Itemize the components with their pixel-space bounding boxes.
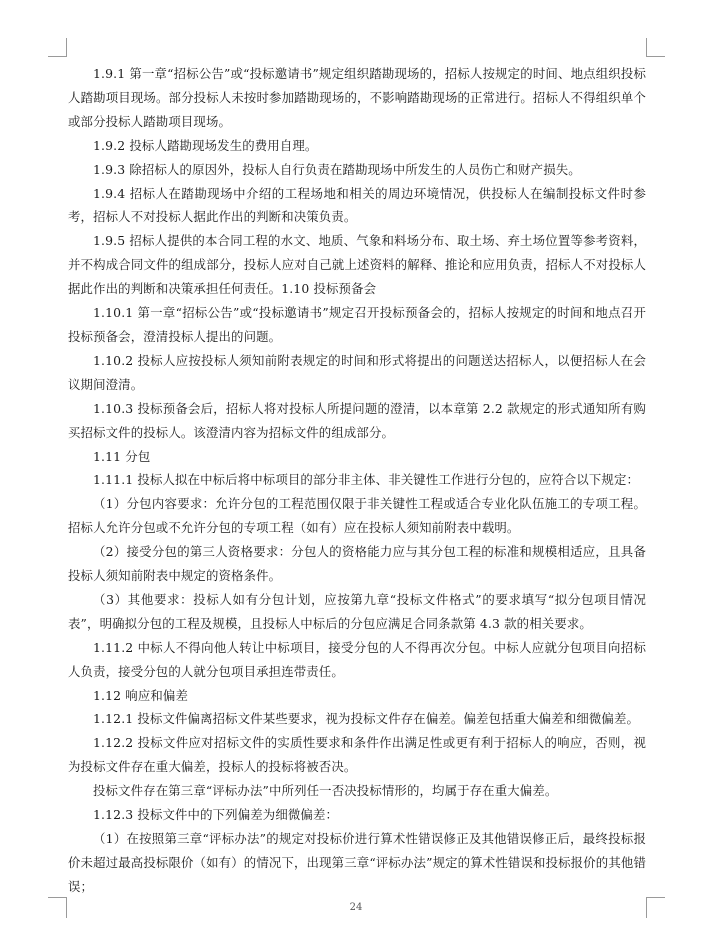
section-heading-1-12: 1.12 响应和偏差 bbox=[93, 687, 188, 703]
paragraph-major-deviation: 投标文件存在第三章“评标办法”中所列任一否决投标情形的，均属于存在重大偏差。 bbox=[93, 783, 558, 799]
paragraph-1-9-2: 1.9.2 投标人踏勘现场发生的费用自理。 bbox=[93, 137, 318, 153]
paragraph-minor-deviation-1: （1）在按照第三章“评标办法”的规定对投标价进行算术性错误修正及其他错误修正后，最终投标报价未超过最高投标限价（如有）的情况下，出现第三章“评标办法”规定的算术性错误和投标报价的其他错误； bbox=[68, 831, 646, 894]
paragraph-1-12-2: 1.12.2 投标文件应对招标文件的实质性要求和条件作出满足性或更有利于招标人的响应，否则，视为投标文件存在重大偏差，投标人的投标将被否决。 bbox=[68, 735, 646, 775]
corner-crop-mark-top-right bbox=[646, 38, 665, 57]
paragraph-other-requirements: （3）其他要求：投标人如有分包计划，应按第九章“投标文件格式”的要求填写“拟分包项目情况表”，明确拟分包的工程及规模，且投标人中标后的分包应满足合同条款第 4.3 款的相关要求。 bbox=[68, 591, 646, 631]
paragraph-1-9-3: 1.9.3 除招标人的原因外，投标人自行负责在踏勘现场中所发生的人员伤亡和财产损失。 bbox=[93, 161, 581, 177]
paragraph-subcontractor-qualification: （2）接受分包的第三人资格要求：分包人的资格能力应与其分包工程的标准和规模相适应，且具备投标人须知前附表中规定的资格条件。 bbox=[68, 544, 646, 584]
paragraph-1-12-1: 1.12.1 投标文件偏离招标文件某些要求，视为投标文件存在偏差。偏差包括重大偏差和细微偏差。 bbox=[93, 711, 640, 727]
paragraph-1-9-5: 1.9.5 招标人提供的本合同工程的水文、地质、气象和料场分布、取土场、弃土场位置等参考资料，并不构成合同文件的组成部分，投标人应对自己就上述资料的解释、推论和应用负责，招标人不对投标人据此作出的判断和决策承担任何责任。1.10 投标预备会 bbox=[68, 233, 646, 297]
paragraph-1-9-1: 1.9.1 第一章“招标公告”或“投标邀请书”规定组织踏勘现场的，招标人按规定的时间、地点组织投标人踏勘项目现场。部分投标人未按时参加踏勘现场的，不影响踏勘现场的正常进行。招标人不得组织单个或部分投标人踏勘项目现场。 bbox=[68, 66, 646, 129]
paragraph-1-9-4: 1.9.4 招标人在踏勘现场中介绍的工程场地和相关的周边环境情况，供投标人在编制投标文件时参考，招标人不对投标人据此作出的判断和决策负责。 bbox=[68, 185, 646, 225]
paragraph-1-10-3: 1.10.3 投标预备会后，招标人将对投标人所提问题的澄清，以本章第 2.2 款规定的形式通知所有购买招标文件的投标人。该澄清内容为招标文件的组成部分。 bbox=[68, 400, 646, 440]
section-heading-1-11: 1.11 分包 bbox=[93, 448, 151, 464]
paragraph-1-10-2: 1.10.2 投标人应按投标人须知前附表规定的时间和形式将提出的问题送达招标人，以便招标人在会议期间澄清。 bbox=[68, 352, 646, 392]
paragraph-1-11-2: 1.11.2 中标人不得向他人转让中标项目，接受分包的人不得再次分包。中标人应就分包项目向招标人负责，接受分包的人就分包项目承担连带责任。 bbox=[68, 639, 646, 679]
document-body bbox=[68, 62, 646, 899]
corner-crop-mark-top-left bbox=[48, 38, 67, 57]
paragraph-1-12-3: 1.12.3 投标文件中的下列偏差为细微偏差： bbox=[93, 807, 339, 823]
paragraph-subcontract-scope: （1）分包内容要求：允许分包的工程范围仅限于非关键性工程或适合专业化队伍施工的专项工程。招标人允许分包或不允许分包的专项工程（如有）应在投标人须知前附表中载明。 bbox=[68, 496, 646, 536]
paragraph-1-10-1: 1.10.1 第一章“招标公告”或“投标邀请书”规定召开投标预备会的，招标人按规定的时间和地点召开投标预备会，澄清投标人提出的问题。 bbox=[68, 305, 646, 344]
paragraph-1-11-1: 1.11.1 投标人拟在中标后将中标项目的部分非主体、非关键性工作进行分包的，应符合以下规定： bbox=[93, 472, 640, 488]
page-number: 24 bbox=[349, 902, 363, 913]
